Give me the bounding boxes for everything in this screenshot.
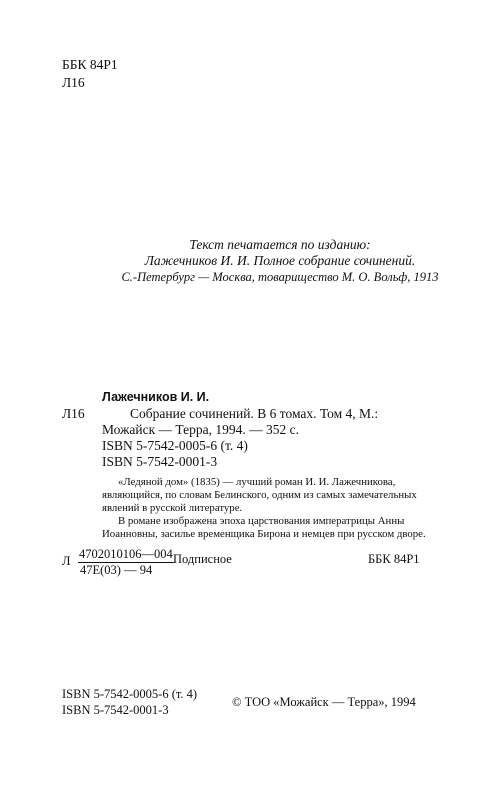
formula-label: Подписное (173, 552, 232, 566)
catalog-title-line-2: Можайск — Терра, 1994. — 352 с. (102, 422, 300, 437)
annotation-line-3: явлений в русской литературе. (102, 502, 243, 514)
catalog-isbn-set: ISBN 5-7542-0001-3 (102, 454, 218, 469)
formula-fraction (78, 547, 174, 578)
annotation-line-2: являющийся, по словам Белинского, одним из самых замечательных (102, 489, 417, 501)
edition-note-line-1: Текст печатается по изданию: (189, 237, 371, 252)
annotation-line-1: «Ледяной дом» (1835) — лучший роман И. И. Лажечникова, (118, 476, 396, 488)
footer-copyright: © ТОО «Можайск — Терра», 1994 (232, 695, 416, 709)
formula-denominator: 47Е(03) — 94 (80, 563, 153, 577)
formula-numerator: 4702010106—004 (79, 547, 173, 561)
edition-note-line-2: Лажечников И. И. Полное собрание сочинений. (144, 253, 416, 268)
formula-letter: Л (62, 554, 71, 568)
annotation-line-5: Иоанновны, засилье временщика Бирона и немцев при русском дворе. (102, 528, 426, 540)
footer-isbn-volume: ISBN 5-7542-0005-6 (т. 4) (62, 687, 198, 701)
annotation-line-4: В романе изображена эпоха царствования императрицы Анны (118, 515, 405, 527)
catalog-isbn-volume: ISBN 5-7542-0005-6 (т. 4) (102, 438, 248, 453)
edition-note-line-3: С.-Петербург — Москва, товарищество М. О. Вольф, 1913 (121, 270, 439, 284)
bbk-code: ББК 84Р1 (62, 57, 118, 72)
catalog-author: Лажечников И. И. (102, 390, 210, 404)
catalog-sign: Л16 (62, 406, 85, 421)
footer-isbn-set: ISBN 5-7542-0001-3 (62, 703, 169, 717)
catalog-title-line-1: Собрание сочинений. В 6 томах. Том 4, М.: (130, 406, 379, 421)
formula-bbk: ББК 84Р1 (368, 552, 420, 566)
author-sign: Л16 (62, 75, 85, 90)
